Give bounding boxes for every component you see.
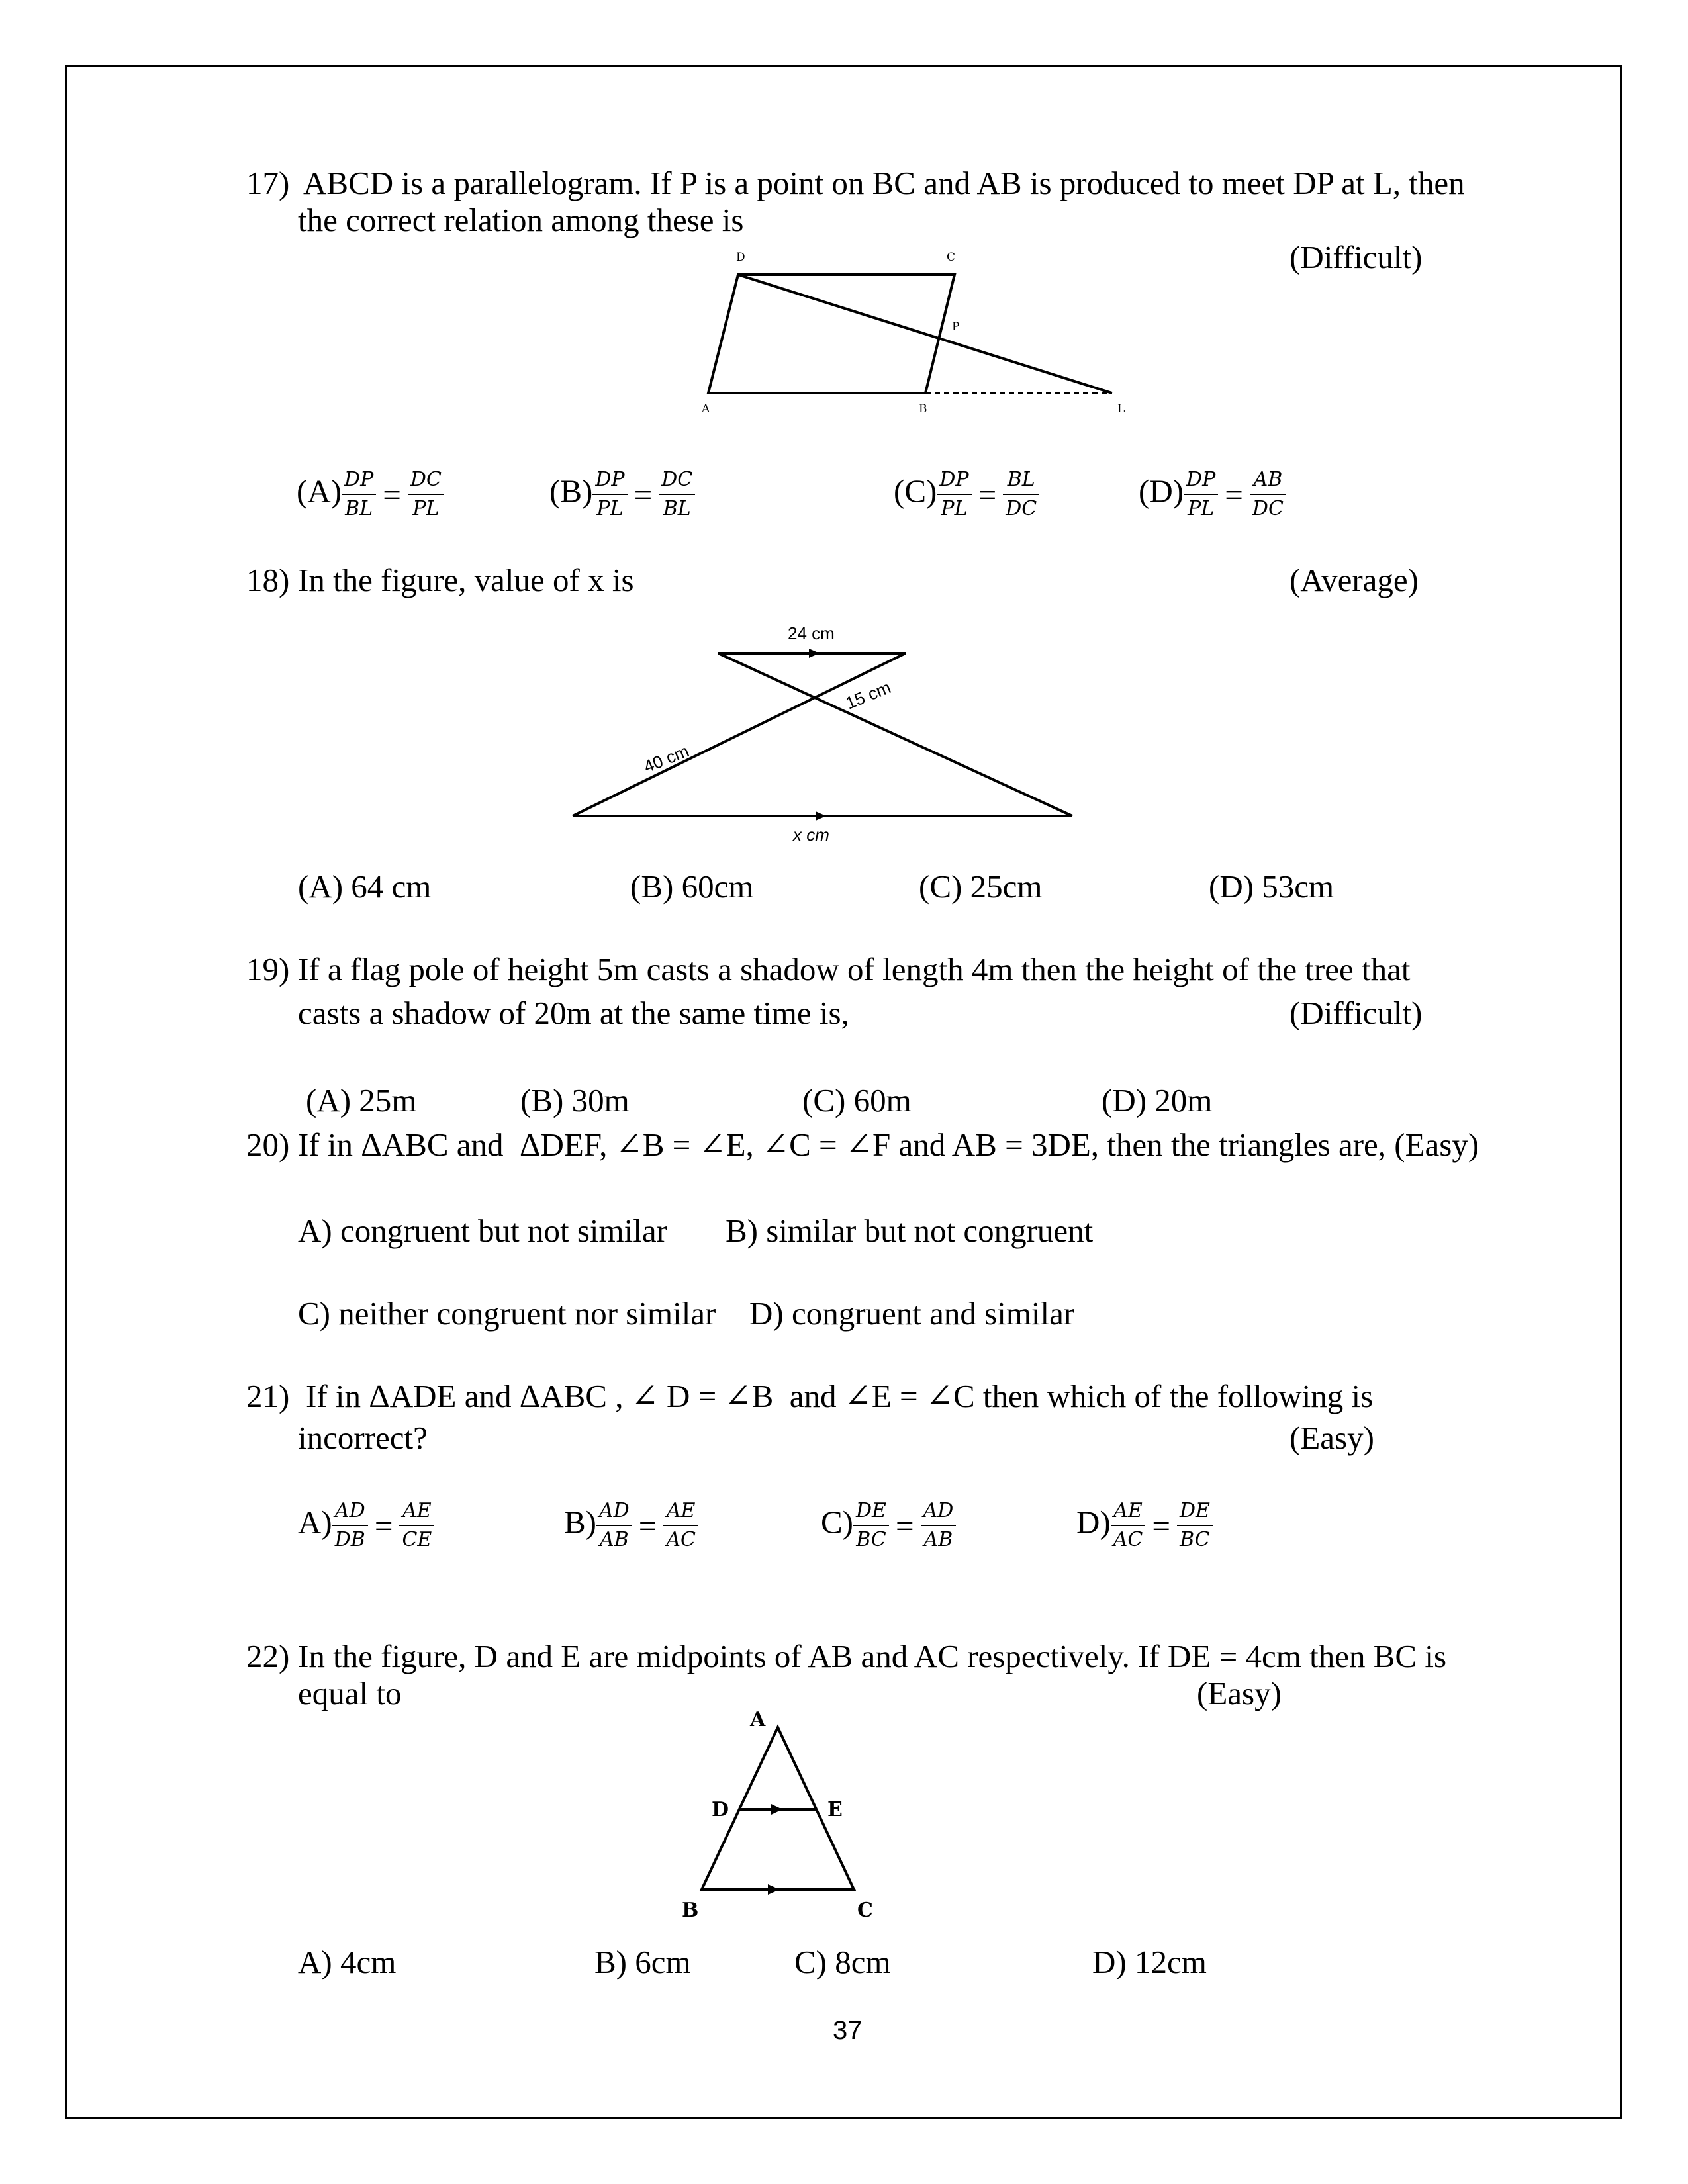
q21-difficulty: (Easy) — [1289, 1420, 1374, 1456]
q19-option-b: (B) 30m — [520, 1082, 630, 1118]
q18-option-a: (A) 64 cm — [298, 868, 432, 905]
q22-option-c: C) 8cm — [794, 1944, 891, 1980]
cross-line-2 — [573, 653, 906, 816]
q22-difficulty: (Easy) — [1197, 1675, 1282, 1711]
q20-number: 20) — [246, 1126, 290, 1163]
parallelogram-abcd — [708, 275, 955, 393]
q22-option-a: A) 4cm — [298, 1944, 397, 1980]
q22-label-c: C — [857, 1899, 873, 1922]
q22-text-line1: In the figure, D and E are midpoints of AB and AC respectively. If DE = 4cm then BC is — [298, 1638, 1447, 1674]
q22-label-a: A — [750, 1708, 766, 1731]
q17-text-line1: ABCD is a parallelogram. If P is a point on BC and AB is produced to meet DP at L, then — [303, 165, 1465, 201]
q18-label-bottom: x cm — [793, 825, 829, 841]
q20-text: If in ΔABC and ΔDEF, ∠B = ∠E, ∠C = ∠F and AB = 3DE, then the triangles are, (Easy) — [298, 1126, 1479, 1163]
q22-option-b: B) 6cm — [594, 1944, 691, 1980]
q21-number: 21) — [246, 1378, 290, 1414]
q19-option-c: (C) 60m — [802, 1082, 912, 1118]
q22-text-line2: equal to — [298, 1675, 402, 1711]
q17-number: 17) — [246, 165, 290, 201]
q20-option-b: B) similar but not congruent — [726, 1212, 1094, 1249]
bottom-arrow — [816, 811, 826, 821]
page-number: 37 — [833, 2016, 863, 2045]
q21-text-line1: If in ΔADE and ΔABC , ∠ D = ∠B and ∠E = ∠C then which of the following is — [306, 1378, 1374, 1414]
cross-line-1 — [718, 653, 1072, 816]
q20-option-c: C) neither congruent nor similar — [298, 1295, 716, 1332]
q17-label-p: P — [952, 320, 960, 334]
q18-crossing-triangles-figure — [563, 615, 1105, 841]
q19-difficulty: (Difficult) — [1289, 995, 1423, 1031]
q17-label-b: B — [919, 402, 927, 416]
q19-number: 19) — [246, 951, 290, 987]
q22-label-d: D — [712, 1798, 729, 1821]
q17-text-line2: the correct relation among these is — [298, 202, 744, 238]
q21-option-b: B) $\frac{AD}{AB}$ = $\frac{AE}{AC}$ — [564, 1501, 698, 1550]
q22-label-e: E — [827, 1798, 843, 1821]
q17-option-c: (C) $\frac{DP}{PL}$ = $\frac{BL}{DC}$ — [894, 470, 1039, 519]
q18-label-right: 15 cm — [843, 677, 894, 713]
q21-option-d: D) $\frac{AE}{AC}$ = $\frac{DE}{BC}$ — [1076, 1501, 1213, 1550]
bc-arrow — [768, 1884, 780, 1895]
q17-label-d: D — [736, 251, 745, 264]
q18-option-c: (C) 25cm — [919, 868, 1043, 905]
q17-option-a: (A) $\frac{DP}{BL}$ = $\frac{DC}{PL}$ — [297, 470, 444, 519]
top-arrow — [809, 649, 820, 658]
q19-text-line1: If a flag pole of height 5m casts a shadow of length 4m then the height of the tree that — [298, 951, 1411, 987]
q17-label-l: L — [1117, 402, 1125, 416]
q17-label-c: C — [947, 251, 956, 264]
q20-option-a: A) congruent but not similar — [298, 1212, 667, 1249]
q18-number: 18) — [246, 562, 290, 598]
q22-triangle-figure — [675, 1702, 887, 1927]
line-dl — [738, 275, 1112, 393]
q18-option-b: (B) 60cm — [630, 868, 754, 905]
q18-difficulty: (Average) — [1289, 562, 1419, 598]
q18-text: In the figure, value of x is — [298, 562, 634, 598]
de-arrow — [771, 1804, 782, 1815]
q21-text-line2: incorrect? — [298, 1420, 428, 1456]
q17-parallelogram-figure — [688, 245, 1125, 417]
q21-option-c: C) $\frac{DE}{BC}$ = $\frac{AD}{AB}$ — [821, 1501, 956, 1550]
q17-option-b: (B) $\frac{DP}{PL}$ = $\frac{DC}{BL}$ — [549, 470, 695, 519]
q19-option-a: (A) 25m — [306, 1082, 417, 1118]
q22-option-d: D) 12cm — [1092, 1944, 1207, 1980]
q17-label-a: A — [702, 402, 710, 416]
q18-option-d: (D) 53cm — [1209, 868, 1335, 905]
q22-number: 22) — [246, 1638, 290, 1674]
q19-option-d: (D) 20m — [1102, 1082, 1213, 1118]
q22-label-b: B — [682, 1899, 699, 1922]
q17-difficulty: (Difficult) — [1289, 239, 1423, 275]
q21-option-a: A) $\frac{AD}{DB}$ = $\frac{AE}{CE}$ — [298, 1501, 434, 1550]
q20-option-d: D) congruent and similar — [749, 1295, 1075, 1332]
q18-label-top: 24 cm — [788, 623, 835, 643]
q17-option-d: (D) $\frac{DP}{PL}$ = $\frac{AB}{DC}$ — [1139, 470, 1286, 519]
q19-text-line2: casts a shadow of 20m at the same time is, — [298, 995, 849, 1031]
q18-label-left: 40 cm — [641, 741, 692, 777]
